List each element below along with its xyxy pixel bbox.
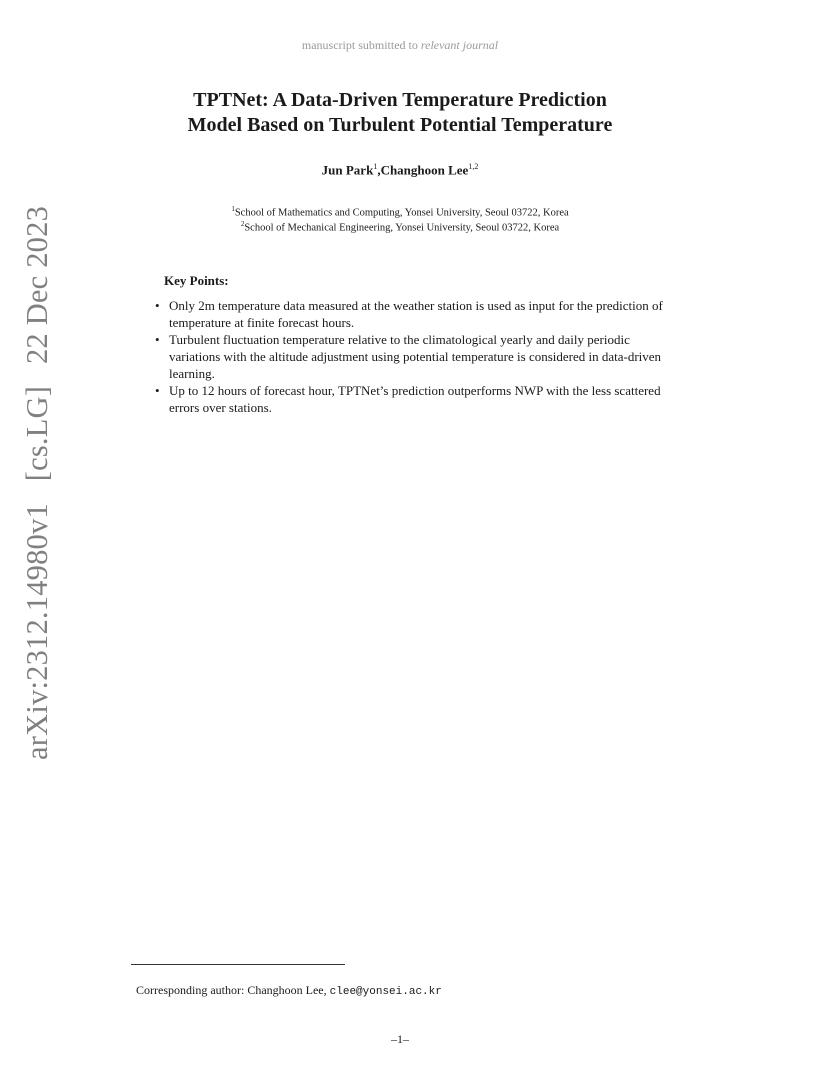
list-item	[150, 382, 670, 416]
arxiv-id: arXiv:2312.14980v1	[20, 503, 54, 760]
footnote-label: Corresponding author: Changhoon Lee,	[136, 983, 327, 997]
list-item	[150, 297, 670, 331]
footnote-divider	[131, 964, 345, 965]
bullet-icon: •	[155, 332, 160, 347]
title-line-2: Model Based on Turbulent Potential Temperature	[187, 114, 613, 136]
bullet-icon: •	[155, 298, 160, 313]
corresponding-author-footnote	[136, 983, 442, 998]
arxiv-stamp	[20, 206, 55, 760]
affiliation-1	[0, 204, 800, 219]
key-points-heading: Key Points:	[164, 273, 229, 288]
author-name: Jun Park	[321, 162, 374, 178]
arxiv-date: 22 Dec 2023	[20, 205, 54, 365]
author-list	[0, 162, 800, 178]
key-point-text: Turbulent fluctuation temperature relative to the climatological yearly and daily periodic variations with the altitude adjustment using potential temperature is considered in data-driven learning.	[169, 332, 662, 381]
key-point-text: Up to 12 hours of forecast hour, TPTNet’s prediction outperforms NWP with the less scattered errors over stations.	[169, 383, 661, 415]
page-number: –1–	[391, 1032, 409, 1046]
author-affil-mark: 1	[373, 162, 378, 171]
key-point-text: Only 2m temperature data measured at the weather station is used as input for the prediction of temperature at finite forecast hours.	[169, 298, 663, 330]
list-item	[150, 331, 670, 382]
bullet-icon: •	[155, 383, 160, 398]
title-line-1: TPTNet: A Data-Driven Temperature Prediction	[193, 89, 607, 111]
affiliation-text: School of Mechanical Engineering, Yonsei University, Seoul 03722, Korea	[244, 222, 560, 233]
paper-title	[0, 88, 800, 138]
header-journal: relevant journal	[420, 38, 499, 52]
author-affil-mark: 1,2	[468, 162, 479, 171]
key-points-list	[150, 297, 670, 416]
affiliation-text: School of Mathematics and Computing, Yonsei University, Seoul 03722, Korea	[234, 207, 569, 219]
author-email-link[interactable]: clee@yonsei.ac.kr	[329, 986, 442, 998]
author-name: ,Changhoon Lee	[377, 162, 469, 178]
affiliations	[0, 204, 800, 233]
affiliation-mark: 1	[231, 205, 235, 213]
arxiv-category: [cs.LG]	[20, 385, 54, 482]
affiliation-mark: 2	[240, 219, 245, 228]
header-prefix: manuscript submitted to	[301, 38, 418, 52]
affiliation-2	[0, 219, 800, 234]
running-header	[0, 38, 800, 53]
